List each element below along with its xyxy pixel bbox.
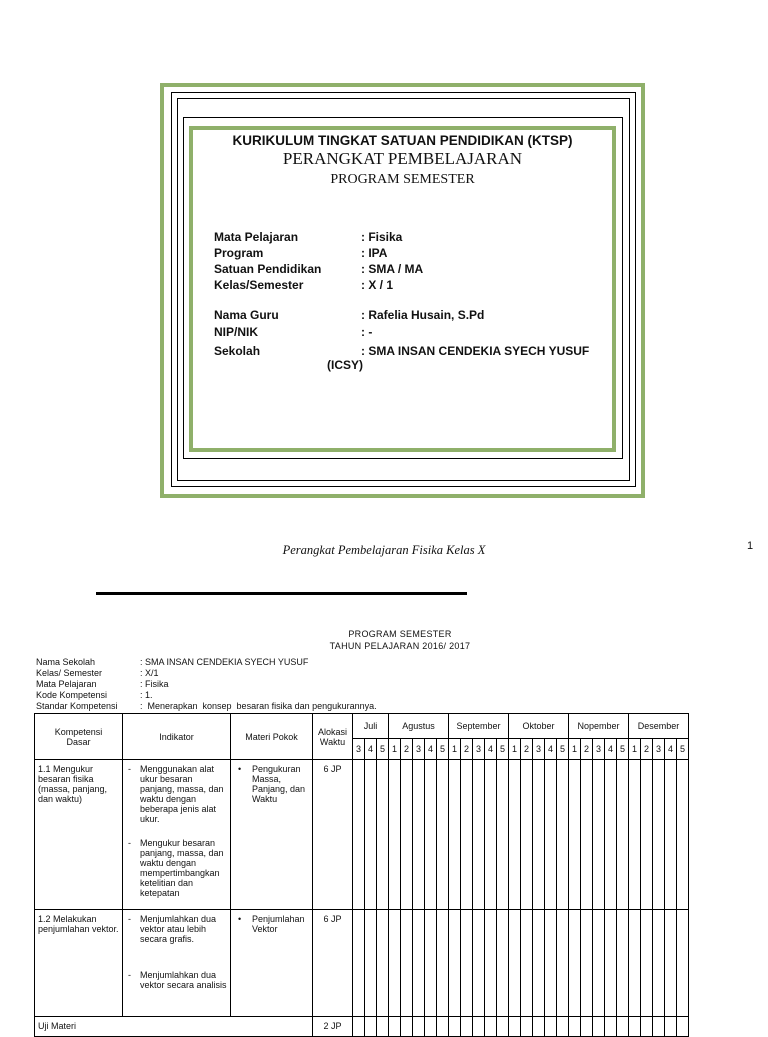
week-number: 1	[509, 739, 521, 760]
month-header: Oktober	[509, 714, 569, 739]
week-cell	[461, 1017, 473, 1037]
cover-title-perangkat: PERANGKAT PEMBELAJARAN	[282, 149, 523, 168]
week-cell	[653, 760, 665, 910]
week-cell	[473, 760, 485, 910]
week-cell	[653, 910, 665, 1017]
cover-title-program: PROGRAM SEMESTER	[330, 172, 475, 187]
table-row	[35, 1017, 689, 1037]
week-cell	[473, 1017, 485, 1037]
week-cell	[557, 910, 569, 1017]
week-cell	[629, 1017, 641, 1037]
week-number: 3	[353, 739, 365, 760]
meta-label: Standar Kompetensi	[36, 701, 118, 711]
header-kd: Kompetensi Dasar	[35, 714, 123, 760]
dash-bullet: -	[128, 914, 131, 924]
week-cell	[461, 910, 473, 1017]
week-number: 5	[557, 739, 569, 760]
week-number: 5	[497, 739, 509, 760]
week-cell	[509, 1017, 521, 1037]
month-header: September	[449, 714, 509, 739]
kd-cell: 1.2 Melakukan penjumlahan vektor.	[35, 910, 123, 1017]
week-number: 2	[401, 739, 413, 760]
indikator-cell	[123, 760, 231, 910]
table-row	[35, 760, 689, 910]
alokasi-cell: 6 JP	[313, 910, 353, 1017]
week-cell	[473, 910, 485, 1017]
week-cell	[353, 760, 365, 910]
week-cell	[581, 1017, 593, 1037]
materi-cell: • Penjumlahan Vektor	[231, 910, 313, 1017]
week-cell	[413, 910, 425, 1017]
week-cell	[509, 910, 521, 1017]
week-cell	[509, 760, 521, 910]
week-cell	[617, 760, 629, 910]
separator-rule	[96, 592, 467, 595]
week-cell	[449, 1017, 461, 1037]
week-cell	[677, 910, 689, 1017]
week-number: 1	[449, 739, 461, 760]
header-materi: Materi Pokok	[231, 714, 313, 760]
program-title: PROGRAM SEMESTER	[348, 629, 452, 639]
week-cell	[353, 1017, 365, 1037]
week-cell	[545, 910, 557, 1017]
week-cell	[533, 1017, 545, 1037]
alokasi-cell: 6 JP	[313, 760, 353, 910]
week-cell	[401, 760, 413, 910]
week-number: 1	[389, 739, 401, 760]
indikator-item: - Mengukur besaran panjang, massa, dan waktu dengan mempertimbangkan ketelitian dan ketepatan	[128, 838, 224, 898]
week-cell	[557, 1017, 569, 1037]
week-number: 5	[437, 739, 449, 760]
week-cell	[425, 910, 437, 1017]
week-cell	[437, 910, 449, 1017]
week-cell	[365, 910, 377, 1017]
field-label: Mata Pelajaran	[214, 230, 299, 244]
week-number: 3	[533, 739, 545, 760]
week-cell	[389, 760, 401, 910]
week-cell	[581, 910, 593, 1017]
week-cell	[665, 1017, 677, 1037]
week-cell	[569, 1017, 581, 1037]
week-cell	[449, 760, 461, 910]
week-cell	[545, 1017, 557, 1037]
page-footer: Perangkat Pembelajaran Fisika Kelas X	[282, 543, 486, 557]
week-cell	[377, 760, 389, 910]
table-row	[35, 910, 689, 1017]
indikator-cell	[123, 910, 231, 1017]
meta-label: Mata Pelajaran	[36, 679, 97, 689]
week-cell	[569, 760, 581, 910]
week-number: 5	[377, 739, 389, 760]
week-cell	[449, 910, 461, 1017]
week-cell	[617, 910, 629, 1017]
field-label: Nama Guru	[214, 308, 279, 322]
field-label: NIP/NIK	[214, 325, 259, 339]
meta-value: : 1.	[140, 690, 153, 700]
week-number: 5	[677, 739, 689, 760]
field-value: : SMA / MA	[361, 262, 424, 276]
week-cell	[461, 760, 473, 910]
field-value: : X / 1	[361, 278, 394, 292]
week-cell	[413, 760, 425, 910]
week-cell	[665, 760, 677, 910]
week-cell	[425, 760, 437, 910]
meta-value: : X/1	[140, 668, 159, 678]
week-cell	[401, 910, 413, 1017]
week-cell	[533, 760, 545, 910]
week-cell	[641, 1017, 653, 1037]
field-label: Satuan Pendidikan	[214, 262, 322, 276]
week-cell	[677, 1017, 689, 1037]
field-label: Kelas/Semester	[214, 278, 304, 292]
week-cell	[629, 760, 641, 910]
week-cell	[401, 1017, 413, 1037]
week-number: 3	[593, 739, 605, 760]
indikator-item: - Menjumlahkan dua vektor atau lebih secara grafis.	[128, 914, 217, 944]
week-number: 4	[425, 739, 437, 760]
week-cell	[353, 910, 365, 1017]
week-cell	[569, 910, 581, 1017]
week-cell	[437, 760, 449, 910]
week-cell	[437, 1017, 449, 1037]
meta-label: Nama Sekolah	[36, 657, 96, 667]
week-cell	[497, 1017, 509, 1037]
week-cell	[665, 910, 677, 1017]
meta-label: Kode Kompetensi	[36, 690, 108, 700]
bullet-icon: •	[238, 764, 242, 774]
month-header: Nopember	[569, 714, 629, 739]
meta-label: Kelas/ Semester	[36, 668, 103, 678]
field-label: Program	[214, 246, 264, 260]
program-table	[34, 713, 689, 1037]
header-row	[35, 714, 689, 739]
week-cell	[581, 760, 593, 910]
uji-materi-cell: Uji Materi	[35, 1017, 313, 1037]
dash-bullet: -	[128, 764, 131, 774]
week-cell	[617, 1017, 629, 1037]
week-number: 2	[581, 739, 593, 760]
dash-bullet: -	[128, 970, 131, 980]
week-cell	[497, 760, 509, 910]
week-cell	[545, 760, 557, 910]
week-cell	[629, 910, 641, 1017]
week-cell	[413, 1017, 425, 1037]
meta-value: : SMA INSAN CENDEKIA SYECH YUSUF	[140, 657, 309, 667]
week-number: 3	[413, 739, 425, 760]
week-cell	[641, 760, 653, 910]
week-cell	[605, 760, 617, 910]
week-number: 2	[641, 739, 653, 760]
dash-bullet: -	[128, 838, 131, 848]
week-cell	[425, 1017, 437, 1037]
meta-value: : Menerapkan konsep besaran fisika dan pengukurannya.	[140, 701, 377, 711]
week-cell	[641, 910, 653, 1017]
month-header: Desember	[629, 714, 689, 739]
week-cell	[485, 910, 497, 1017]
week-cell	[485, 1017, 497, 1037]
week-cell	[365, 760, 377, 910]
field-label: Sekolah	[214, 344, 261, 358]
week-number: 1	[569, 739, 581, 760]
cover-title-ktsp: KURIKULUM TINGKAT SATUAN PENDIDIKAN (KTSP)	[232, 133, 573, 148]
month-header: Agustus	[389, 714, 449, 739]
week-cell	[653, 1017, 665, 1037]
week-cell	[377, 910, 389, 1017]
indikator-item: - Menggunakan alat ukur besaran panjang, massa, dan waktu dengan beberapa jenis alat ukur.	[128, 764, 224, 824]
week-cell	[557, 760, 569, 910]
week-cell	[497, 910, 509, 1017]
week-cell	[533, 910, 545, 1017]
week-cell	[521, 910, 533, 1017]
week-cell	[677, 760, 689, 910]
week-number: 4	[545, 739, 557, 760]
week-cell	[485, 760, 497, 910]
week-cell	[593, 1017, 605, 1037]
week-cell	[389, 910, 401, 1017]
week-number: 4	[665, 739, 677, 760]
week-number: 4	[485, 739, 497, 760]
page-number: 1	[747, 540, 754, 552]
field-value: : Rafelia Husain, S.Pd	[361, 308, 485, 322]
field-value: : SMA INSAN CENDEKIA SYECH YUSUF	[361, 344, 590, 358]
header-alokasi: Alokasi Waktu	[313, 714, 353, 760]
week-cell	[521, 1017, 533, 1037]
bullet-icon: •	[238, 914, 242, 924]
week-cell	[605, 1017, 617, 1037]
sekolah-continuation: (ICSY)	[327, 358, 363, 372]
alokasi-cell: 2 JP	[313, 1017, 353, 1037]
program-year: TAHUN PELAJARAN 2016/ 2017	[329, 641, 471, 651]
indikator-item: - Menjumlahkan dua vektor secara analisis	[128, 970, 227, 990]
week-number: 4	[365, 739, 377, 760]
week-cell	[593, 910, 605, 1017]
week-number: 3	[473, 739, 485, 760]
week-cell	[605, 910, 617, 1017]
month-header: Juli	[353, 714, 389, 739]
week-cell	[365, 1017, 377, 1037]
week-cell	[377, 1017, 389, 1037]
week-cell	[593, 760, 605, 910]
field-value: : Fisika	[361, 230, 403, 244]
week-cell	[389, 1017, 401, 1037]
kd-cell: 1.1 Mengukur besaran fisika (massa, panjang, dan waktu)	[35, 760, 123, 910]
week-number: 2	[521, 739, 533, 760]
week-number: 1	[629, 739, 641, 760]
week-cell	[521, 760, 533, 910]
meta-value: : Fisika	[140, 679, 169, 689]
week-number: 5	[617, 739, 629, 760]
week-number: 4	[605, 739, 617, 760]
field-value: : -	[361, 325, 373, 339]
materi-cell: • Pengukuran Massa, Panjang, dan Waktu	[231, 760, 313, 910]
header-indikator: Indikator	[123, 714, 231, 760]
week-number: 2	[461, 739, 473, 760]
field-value: : IPA	[361, 246, 388, 260]
week-number: 3	[653, 739, 665, 760]
